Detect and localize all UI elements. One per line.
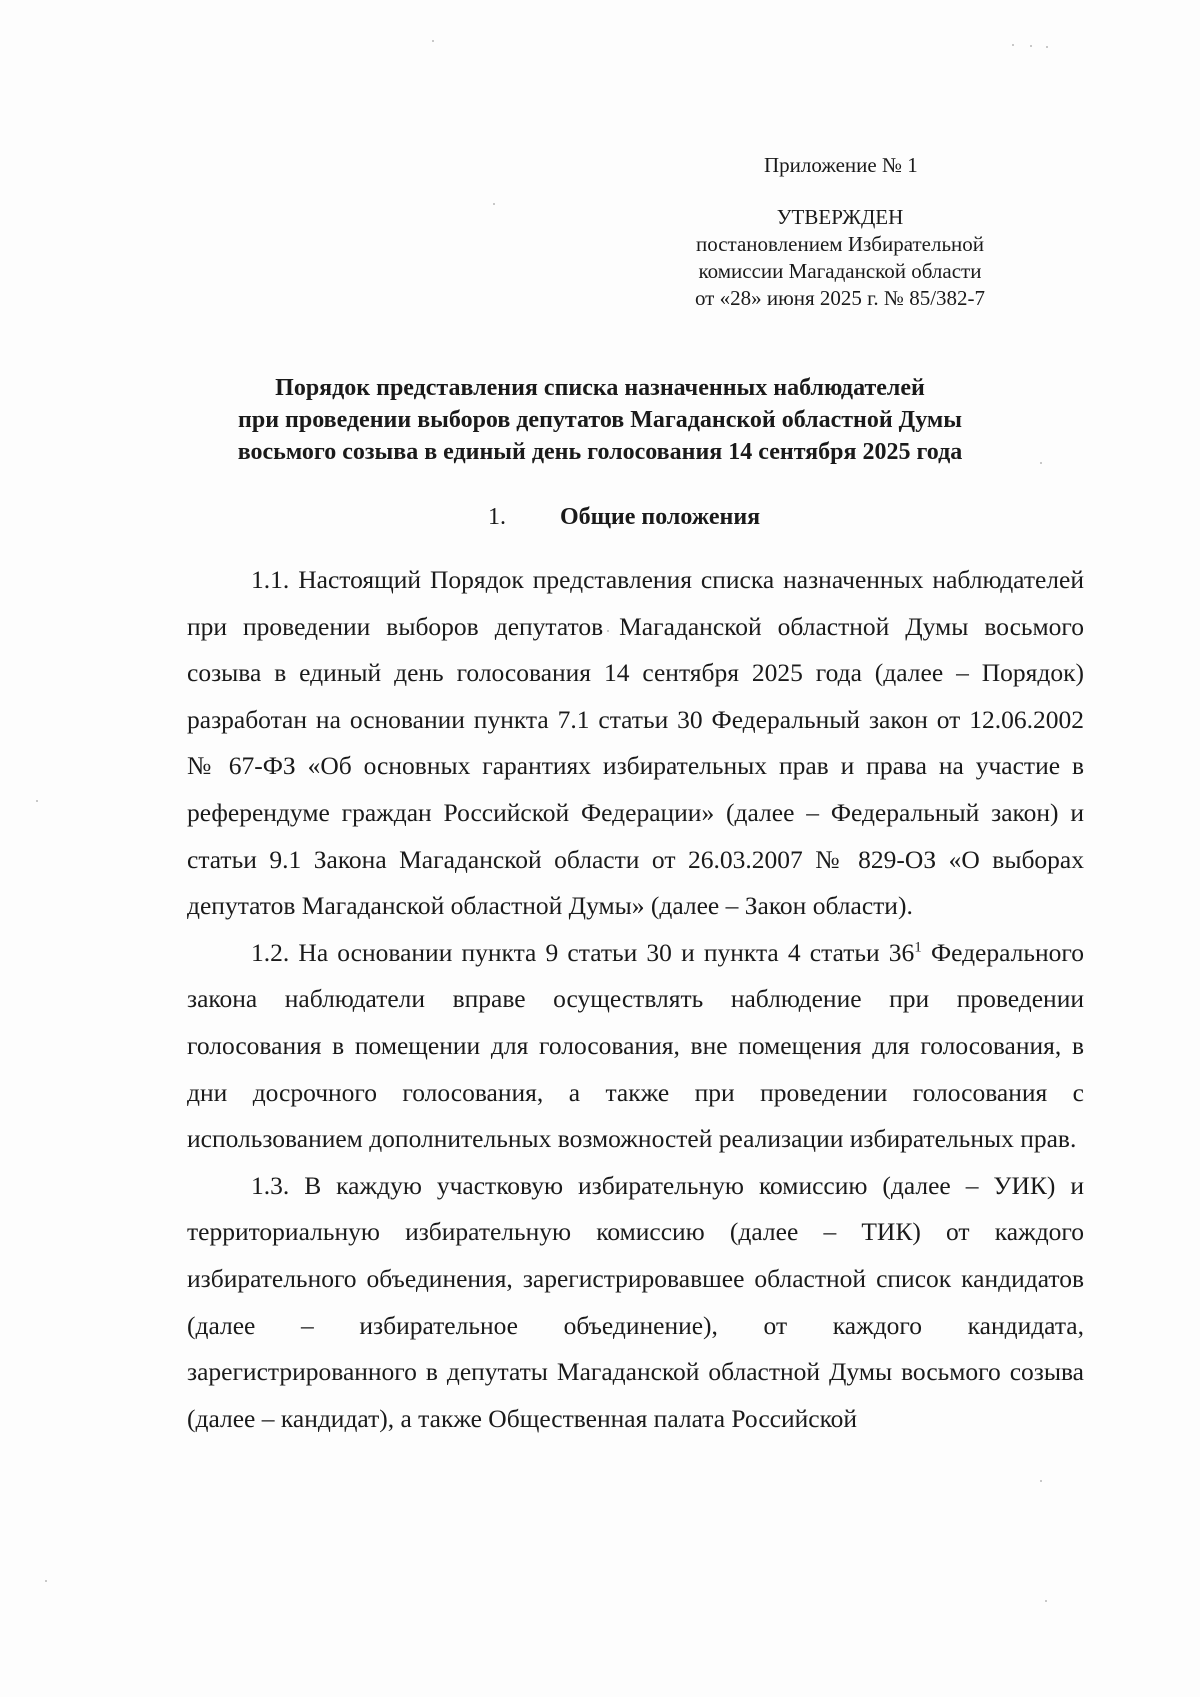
superscript-marker: 1: [914, 939, 922, 956]
approval-approved: УТВЕРЖДЕН: [776, 205, 904, 229]
appendix-label: Приложение № 1: [764, 153, 918, 177]
title-line-2: при проведении выборов депутатов Магаданской областной Думы: [238, 407, 962, 433]
section-number: 1.: [488, 504, 506, 530]
approval-commission: комиссии Магаданской области: [698, 259, 982, 283]
title-line-3: восьмого созыва в единый день голосования 14 сентября 2025 года: [237, 439, 963, 465]
paragraph-1-1: 1.1. Настоящий Порядок представления списка назначенных наблюдателей при проведении выборов депутатов Магаданской областной Думы восьмого созыва в единый день голосования 14 сентября 2025 года (далее – Порядок) разработан на основании пункта 7.1 статьи 30 Федеральный закон от 12.06.2002 № 67-ФЗ «Об основных гарантиях избирательных прав и права на участие в референдуме граждан Российской Федерации» (далее – Федеральный закон) и статьи 9.1 Закона Магаданской области от 26.03.2007 № 829-ОЗ «О выборах депутатов Магаданской областной Думы» (далее – Закон области).: [187, 565, 1084, 921]
paragraph-1-2-rest: Федерального закона наблюдатели вправе осуществлять наблюдение при проведении голосования в помещении для голосования, вне помещения для голосования, в дни досрочного голосования, а также при проведении голосования с использованием дополнительных возможностей реализации избирательных прав.: [187, 937, 1084, 1154]
document-title: [150, 372, 1050, 468]
section-title: Общие положения: [560, 504, 761, 530]
paragraph-1-3: 1.3. В каждую участковую избирательную комиссию (далее – УИК) и территориальную избирательную комиссию (далее – ТИК) от каждого избирательного объединения, зарегистрировавшее областной список кандидатов (далее – избирательное объединение), от каждого кандидата, зарегистрированного в депутаты Магаданской областной Думы восьмого созыва (далее – кандидат), а также Общественная палата Российской: [187, 1170, 1084, 1433]
title-line-1: Порядок представления списка назначенных наблюдателей: [275, 375, 925, 401]
approval-stamp: [640, 204, 1040, 312]
approval-date-number: от «28» июня 2025 г. № 85/382-7: [694, 286, 986, 310]
approval-resolution: постановлением Избирательной: [695, 232, 985, 256]
document-body: [187, 557, 1084, 1442]
paragraph-1-2: [187, 930, 1084, 1163]
paragraph-1-2-start: 1.2. На основании пункта 9 статьи 30 и пункта 4 статьи 36: [251, 937, 915, 967]
